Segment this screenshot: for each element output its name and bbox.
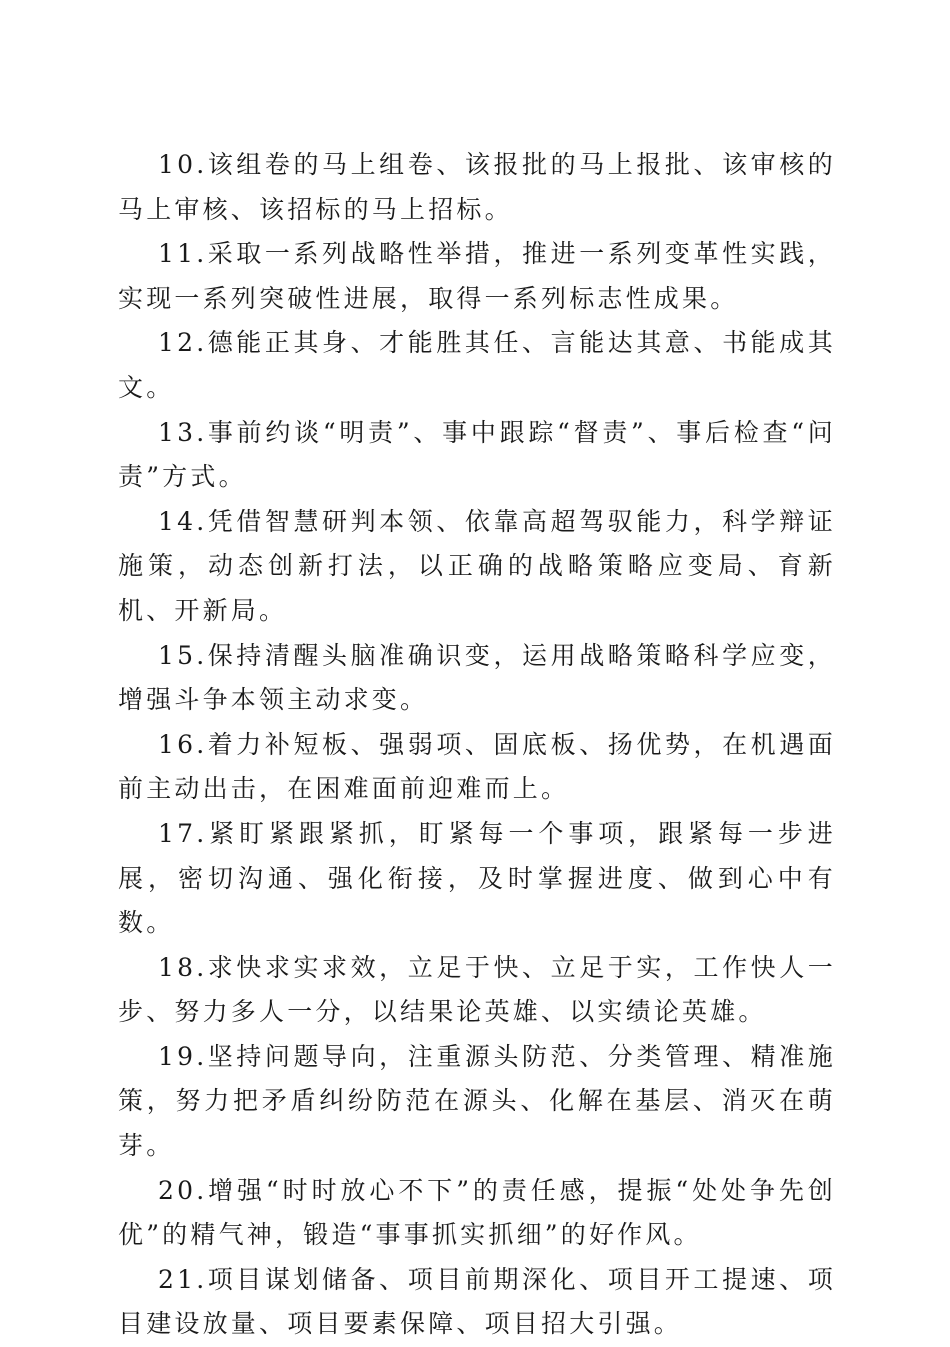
list-item: 13.事前约谈“明责”、事中跟踪“督责”、事后检查“问责”方式。 xyxy=(118,417,836,492)
document-body xyxy=(118,143,836,1347)
list-item: 20.增强“时时放心不下”的责任感，提振“处处争先创优”的精气神，锻造“事事抓实抓细”的好作风。 xyxy=(118,1175,836,1250)
list-item: 14.凭借智慧研判本领、依靠高超驾驭能力，科学辩证施策，动态创新打法，以正确的战略策略应变局、育新机、开新局。 xyxy=(118,506,836,625)
list-item: 15.保持清醒头脑准确识变，运用战略策略科学应变，增强斗争本领主动求变。 xyxy=(118,640,836,715)
list-item: 12.德能正其身、才能胜其任、言能达其意、书能成其文。 xyxy=(118,328,836,402)
list-item: 18.求快求实求效，立足于快、立足于实，工作快人一步、努力多人一分，以结果论英雄、以实绩论英雄。 xyxy=(118,952,836,1027)
list-item: 19.坚持问题导向，注重源头防范、分类管理、精准施策，努力把矛盾纠纷防范在源头、化解在基层、消灭在萌芽。 xyxy=(118,1041,836,1161)
list-item: 10.该组卷的马上组卷、该报批的马上报批、该审核的马上审核、该招标的马上招标。 xyxy=(118,150,836,224)
list-item: 11.采取一系列战略性举措，推进一系列变革性实践，实现一系列突破性进展，取得一系列标志性成果。 xyxy=(118,239,836,313)
list-item: 16.着力补短板、强弱项、固底板、扬优势，在机遇面前主动出击，在困难面前迎难而上。 xyxy=(118,729,836,804)
list-item: 21.项目谋划储备、项目前期深化、项目开工提速、项目建设放量、项目要素保障、项目招大引强。 xyxy=(118,1264,836,1339)
list-item: 17.紧盯紧跟紧抓，盯紧每一个事项，跟紧每一步进展，密切沟通、强化衔接，及时掌握进度、做到心中有数。 xyxy=(118,818,836,938)
